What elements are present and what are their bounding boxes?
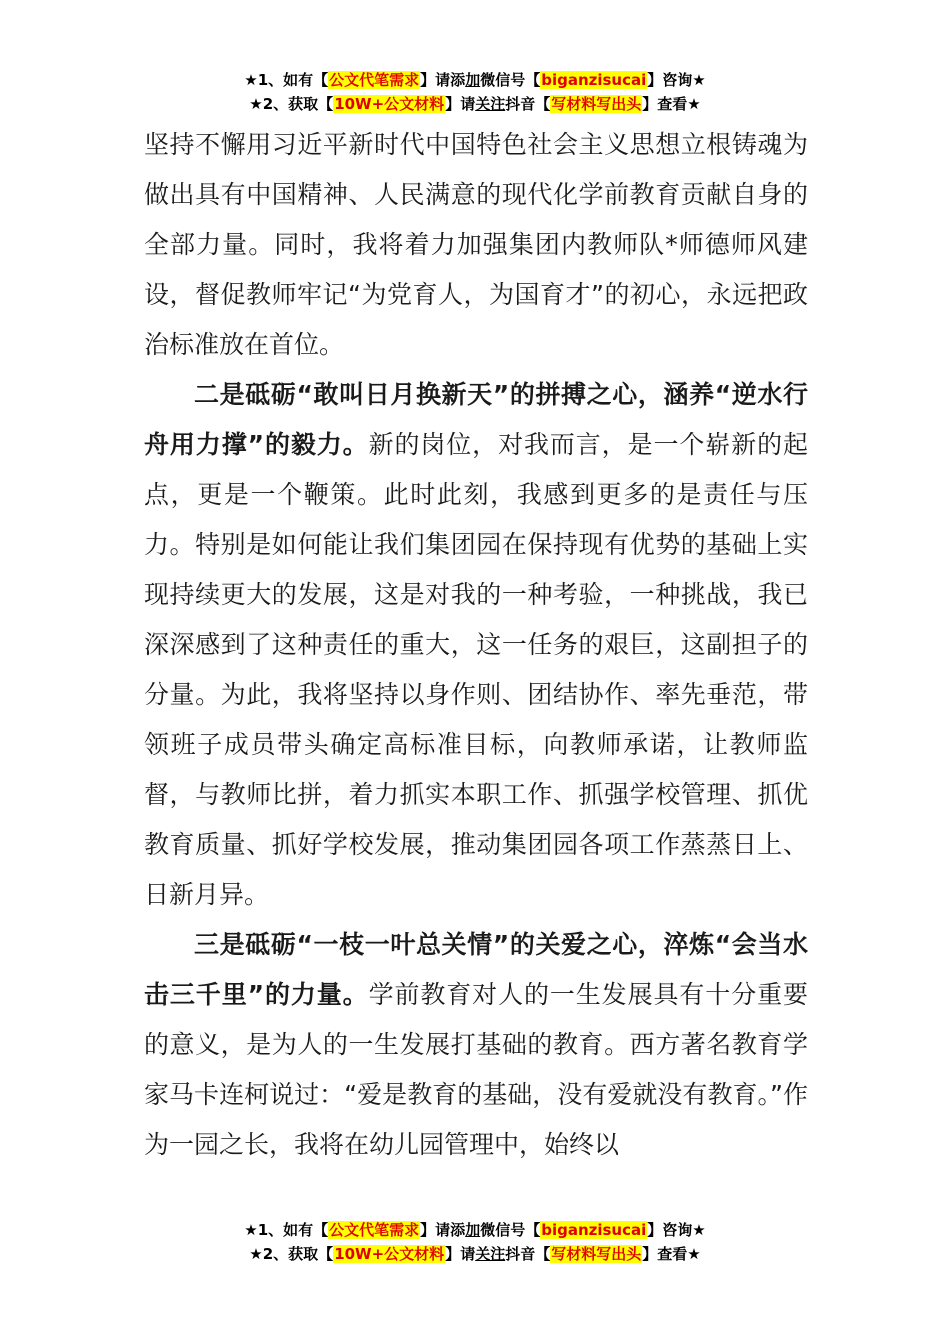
highlight-service: 公文代笔需求 bbox=[329, 71, 420, 89]
banner-line-2: ★2、获取【10W+公文材料】请关注抖音【写材料写出头】查看★ bbox=[249, 1245, 701, 1263]
highlight-service: 公文代笔需求 bbox=[329, 1221, 420, 1239]
banner-line-1: ★1、如有【公文代笔需求】请添加微信号【biganzisucai】咨询★ bbox=[244, 71, 706, 89]
paragraph-2: 二是砥砺“敢叫日月换新天”的拼搏之心，涵养“逆水行舟用力撑”的毅力。新的岗位，对我而言，是一个崭新的起点，更是一个鞭策。此时此刻，我感到更多的是责任与压力。特别是如何能让我们集团园在保持现有优势的基础上实现持续更大的发展，这是对我的一种考验，一种挑战，我已深深感到了这种责任的重大，这一任务的艰巨，这副担子的分量。为此，我将坚持以身作则、团结协作、率先垂范，带领班子成员带头确定高标准目标，向教师承诺，让教师监督，与教师比拼，着力抓实本职工作、抓强学校管理、抓优教育质量、抓好学校发展，推动集团园各项工作蒸蒸日上、日新月异。 bbox=[144, 380, 808, 909]
document-body bbox=[144, 120, 808, 1170]
paragraph-heading: 二是砥砺“敢叫日月换新天”的拼搏之心，涵养“逆水行舟用力撑”的毅力。 bbox=[144, 380, 808, 459]
paragraph-3: 三是砥砺“一枝一叶总关情”的关爱之心，淬炼“会当水击三千里”的力量。学前教育对人的一生发展具有十分重要的意义，是为人的一生发展打基础的教育。西方著名教育学家马卡连柯说过：“爱是教育的基础，没有爱就没有教育。”作为一园之长，我将在幼儿园管理中，始终以 bbox=[144, 930, 808, 1159]
footer-banner bbox=[0, 1218, 950, 1266]
paragraph-1: 坚持不懈用习近平新时代中国特色社会主义思想立根铸魂为做出具有中国精神、人民满意的现代化学前教育贡献自身的全部力量。同时，我将着力加强集团内教师队*师德师风建设，督促教师牢记“为党育人，为国育才”的初心，永远把政治标准放在首位。 bbox=[144, 130, 808, 359]
header-banner bbox=[0, 68, 950, 116]
highlight-douyin-account: 写材料写出头 bbox=[551, 1245, 642, 1263]
banner-line-1: ★1、如有【公文代笔需求】请添加微信号【biganzisucai】咨询★ bbox=[244, 1221, 706, 1239]
highlight-materials: 10W+公文材料 bbox=[334, 95, 445, 113]
highlight-materials: 10W+公文材料 bbox=[334, 1245, 445, 1263]
banner-line-2: ★2、获取【10W+公文材料】请关注抖音【写材料写出头】查看★ bbox=[249, 95, 701, 113]
highlight-douyin-account: 写材料写出头 bbox=[551, 95, 642, 113]
paragraph-heading: 三是砥砺“一枝一叶总关情”的关爱之心，淬炼“会当水击三千里”的力量。 bbox=[144, 930, 808, 1009]
highlight-wechat-id: biganzisucai bbox=[541, 71, 647, 89]
highlight-wechat-id: biganzisucai bbox=[541, 1221, 647, 1239]
